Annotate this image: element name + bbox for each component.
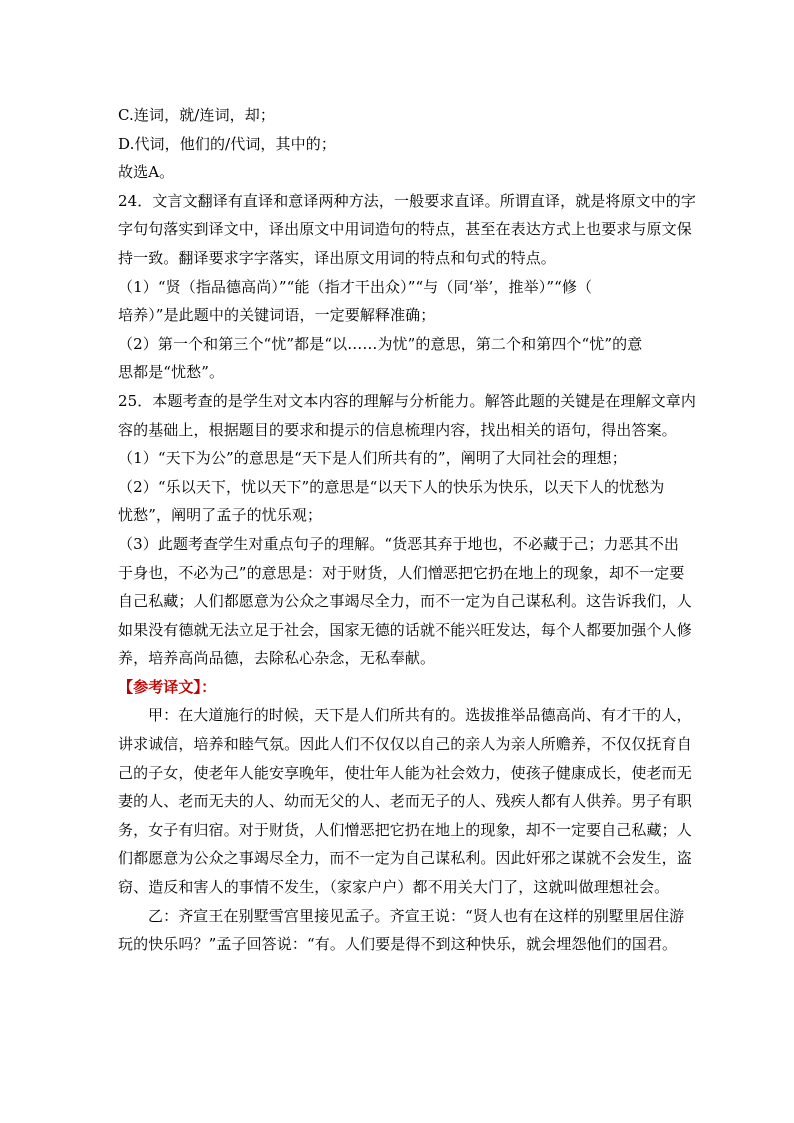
text-line: 思都是“忧愁”。 [118,363,225,382]
document-body [118,101,696,959]
text-line: 窃、造反和害人的事情不发生，（家家户户）都不用关大门了，这就叫做理想社会。 [118,878,670,897]
text-line: 玩的快乐吗？”孟子回答说：“有。人们要是得不到这种快乐，就会埋怨他们的国君。 [118,935,678,954]
text-line: 培养）”是此题中的关键词语，一定要解释准确； [118,306,436,325]
text-line: 故选A。 [118,163,175,182]
text-line: （1）“天下为公”的意思是“天下是人们所共有的”，阐明了大同社会的理想； [118,449,627,468]
text-line: 乙：齐宣王在别墅雪宫里接见孟子。齐宣王说：“贤人也有在这样的别墅里居住游 [148,906,685,925]
text-line: 忧愁”，阐明了孟子的忧乐观； [118,506,323,525]
section-heading: 【参考译文】： [118,677,217,696]
text-line: 务，女子有归宿。对于财货，人们憎恶把它扔在地上的现象，却不一定要自己私藏；人 [118,820,692,839]
text-line: （1）“贤（指品德高尚）”“能（指才干出众）”“与（同‘举’，推举）”“修（ [118,277,593,296]
text-line: 字句句落实到译文中，译出原文中用词造句的特点，甚至在表达方式上也要求与原文保 [118,220,692,239]
text-line: （2）“乐以天下，忧以天下”的意思是“以天下人的快乐为快乐，以天下人的忧愁为 [118,477,665,496]
text-line: 妻的人、老而无夫的人、幼而无父的人、老而无子的人、残疾人都有人供养。男子有职 [118,792,692,811]
text-line: （2）第一个和第三个“忧”都是“以……为忧”的意思，第二个和第四个“忧”的意 [118,334,643,353]
text-line: 讲求诚信，培养和睦气氛。因此人们不仅仅以自己的亲人为亲人所赡养，不仅仅抚育自 [118,735,692,754]
text-line: C.连词，就/连词，却； [118,106,275,124]
text-line: 容的基础上，根据题目的要求和提示的信息梳理内容，找出相关的语句，得出答案。 [118,420,677,439]
text-line: 自己私藏；人们都愿意为公众之事竭尽全力，而不一定为自己谋私利。这告诉我们，人 [118,592,692,611]
text-line: 己的子女，使老年人能安享晚年，使壮年人能为社会效力，使孩子健康成长，使老而无 [118,763,692,782]
text-line: 于身也，不必为己”的意思是：对于财货，人们憎恶把它扔在地上的现象，却不一定要 [118,563,685,582]
text-line: 持一致。翻译要求字字落实，译出原文用词的特点和句式的特点。 [118,248,556,267]
text-line: 如果没有德就无法立足于社会，国家无德的话就不能兴旺发达，每个人都要加强个人修 [118,620,692,639]
text-line: 们都愿意为公众之事竭尽全力，而不一定为自己谋私利。因此奸邪之谋就不会发生，盗 [118,849,692,868]
text-line: 甲：在大道施行的时候，天下是人们所共有的。选拔推举品德高尚、有才干的人， [148,706,692,725]
text-line: 养，培养高尚品德，去除私心杂念，无私奉献。 [118,649,436,668]
text-line: D.代词，他们的/代词，其中的； [118,134,336,153]
text-line: 25．本题考查的是学生对文本内容的理解与分析能力。解答此题的关键是在理解文章内 [118,391,696,410]
text-line: 24．文言文翻译有直译和意译两种方法，一般要求直译。所谓直译，就是将原文中的字 [118,191,696,210]
text-line: （3）此题考查学生对重点句子的理解。“货恶其弃于地也，不必藏于己；力恶其不出 [118,534,680,553]
